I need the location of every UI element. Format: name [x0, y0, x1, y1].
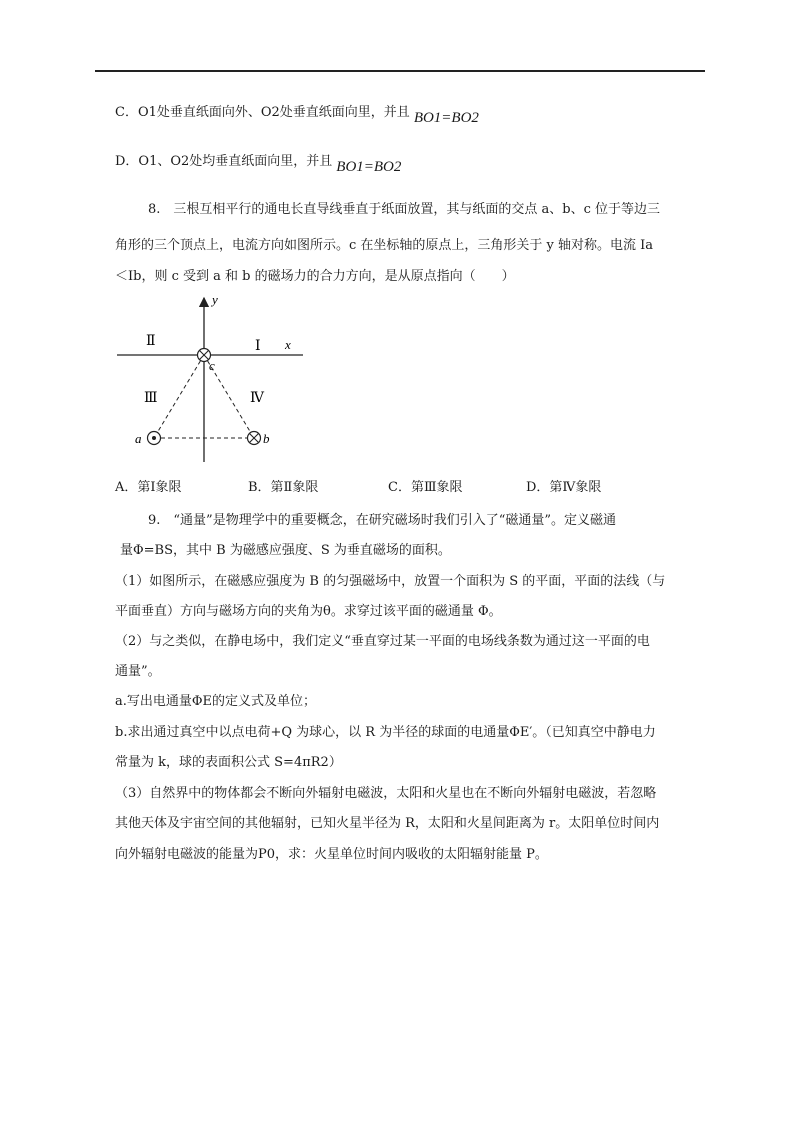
q8-line-3: ＜Ib，则 c 受到 a 和 b 的磁场力的合力方向，是从原点指向（ ）	[115, 269, 515, 284]
triangle-axes-figure	[115, 292, 315, 462]
quadrant-2-label: Ⅱ	[146, 333, 156, 349]
q7-option-d: D．O1、O2处均垂直纸面向里，并且 BO1=BO2	[115, 154, 402, 175]
q9-part2-a: a.写出电通量ΦE的定义式及单位；	[115, 694, 317, 709]
q9-part3-line-2: 其他天体及宇宙空间的其他辐射，已知火星半径为 R，太阳和火星间距离为 r。太阳单位时间内	[115, 816, 660, 831]
x-axis-label: x	[285, 337, 291, 352]
q8-option-c: C．第Ⅲ象限	[388, 480, 463, 495]
q9-part1-line-2: 平面垂直）方向与磁场方向的夹角为θ。求穿过该平面的磁通量 Φ。	[115, 604, 502, 619]
point-c-label: c	[209, 358, 215, 373]
y-axis-label: y	[212, 292, 218, 307]
q8-option-a: A．第Ⅰ象限	[115, 480, 182, 495]
q9-line-2: 量Φ=BS，其中 B 为磁感应强度、S 为垂直磁场的面积。	[120, 543, 451, 558]
formula-bo1-bo2: BO1=BO2	[413, 110, 479, 126]
q9-part2-b-line-1: b.求出通过真空中以点电荷+Q 为球心，以 R 为半径的球面的电通量ΦE′。（已知真空中静电力	[115, 725, 656, 740]
q9-part2-line-2: 通量”。	[115, 664, 161, 679]
quadrant-1-label: Ⅰ	[255, 338, 261, 354]
quadrant-3-label: Ⅲ	[144, 390, 158, 406]
q9-part2-line-1: （2）与之类似，在静电场中，我们定义“垂直穿过某一平面的电场线条数为通过这一平面的电	[115, 634, 650, 649]
formula-bo1-bo2: BO1=BO2	[336, 159, 402, 175]
q9-part2-b-line-2: 常量为 k，球的表面积公式 S=4πR2）	[115, 755, 342, 770]
point-b-label: b	[263, 431, 270, 446]
q9-line-1: 9. “通量”是物理学中的重要概念，在研究磁场时我们引入了“磁通量”。定义磁通	[148, 513, 616, 528]
q8-line-1: 8. 三根互相平行的通电长直导线垂直于纸面放置，其与纸面的交点 a、b、c 位于等边三	[148, 202, 661, 217]
q7-option-c: C．O1处垂直纸面向外、O2处垂直纸面向里，并且 BO1=BO2	[115, 105, 479, 126]
q8-line-2: 角形的三个顶点上，电流方向如图所示。c 在坐标轴的原点上，三角形关于 y 轴对称。电流 Ia	[115, 238, 654, 253]
point-a-label: a	[135, 431, 142, 446]
wire-b-into-page-icon	[248, 432, 261, 445]
q9-part3-line-1: （3）自然界中的物体都会不断向外辐射电磁波，太阳和火星也在不断向外辐射电磁波，若忽略	[115, 786, 657, 801]
q9-part1-line-1: （1）如图所示，在磁感应强度为 B 的匀强磁场中，放置一个面积为 S 的平面，平面的法线（与	[115, 574, 666, 589]
quadrant-4-label: Ⅳ	[250, 390, 264, 406]
triangle-side-ca	[154, 355, 204, 438]
q9-part3-line-3: 向外辐射电磁波的能量为P0，求：火星单位时间内吸收的太阳辐射能量 P。	[115, 847, 548, 862]
q8-option-d: D．第Ⅳ象限	[526, 480, 602, 495]
header-rule	[95, 70, 705, 72]
wire-a-out-of-page-icon	[148, 432, 161, 445]
q8-option-b: B．第Ⅱ象限	[248, 480, 319, 495]
